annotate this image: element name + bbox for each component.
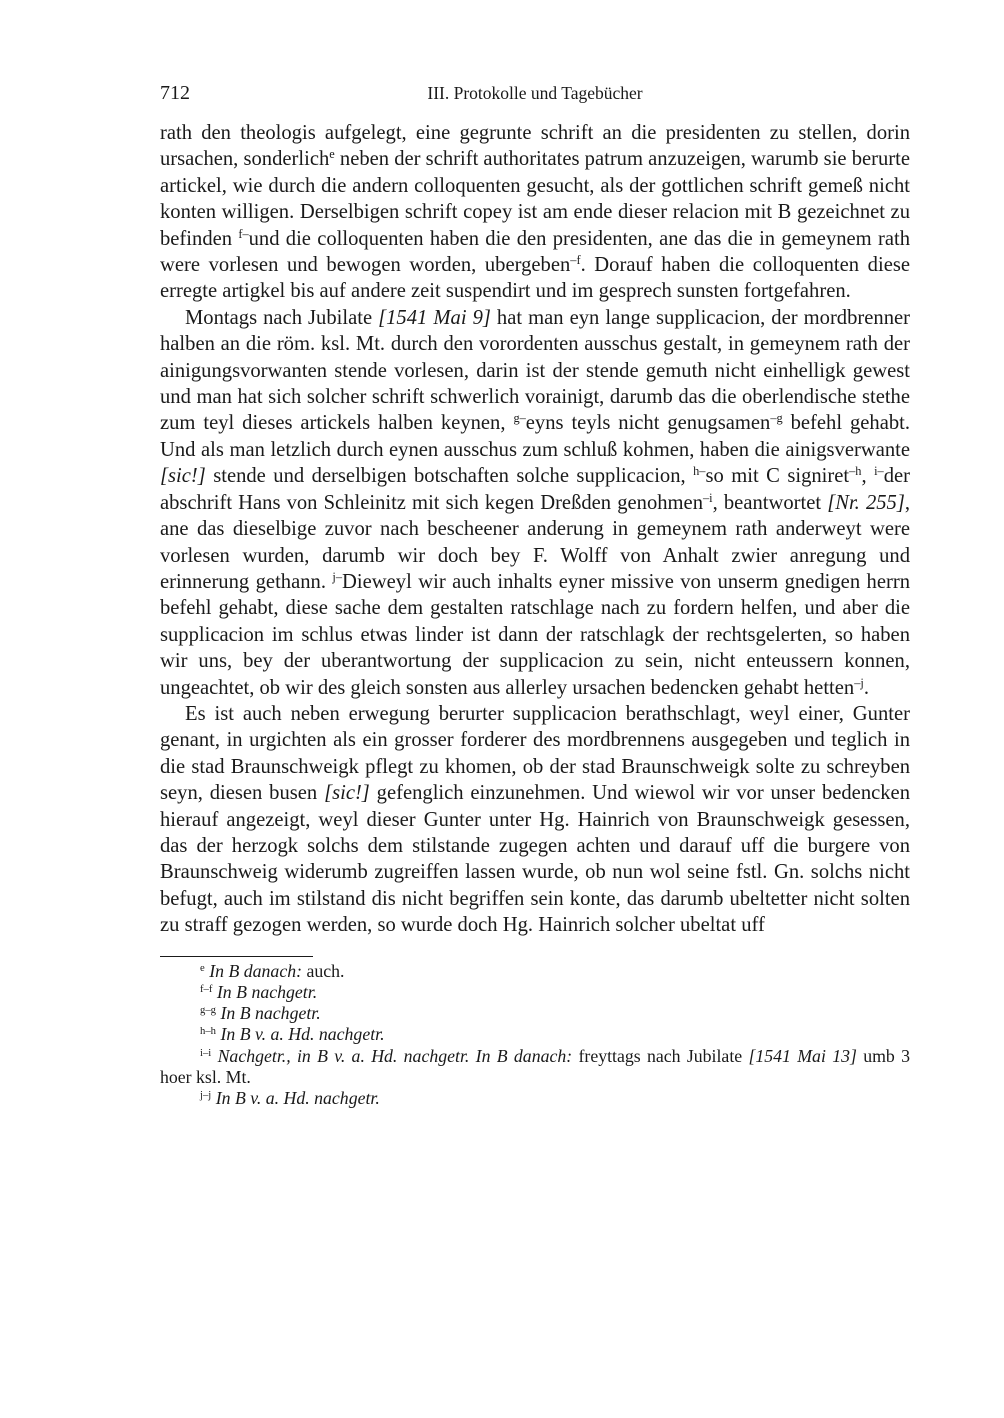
running-title: III. Protokolle und Tagebücher xyxy=(427,83,643,103)
editorial-date: [1541 Mai 9] xyxy=(378,306,491,329)
footnote-separator xyxy=(160,956,313,957)
footnote-j: $^{j-j}$ In B v. a. Hd. nachgetr. xyxy=(200,1088,380,1109)
main-text xyxy=(160,120,910,939)
footnote-marker-f-close: –f xyxy=(570,253,581,268)
page-number: 712 xyxy=(160,82,190,104)
footnote-marker-f-open: f– xyxy=(238,226,249,241)
footnote-marker-j-open: j– xyxy=(332,570,343,585)
footnote-marker-h-open: h– xyxy=(693,464,706,479)
footnote-marker-h-close: –h xyxy=(849,464,862,479)
footnote-f: $^{f-f}$ In B nachgetr. xyxy=(200,981,318,1002)
footnote-marker-g-open: g– xyxy=(513,411,526,426)
footnote-marker-j-close: –j xyxy=(854,675,864,690)
paragraph-1: rath den theologis aufgelegt, eine gegrunte schrift an die presidenten zu stellen, dorin ursachen, sonderlich$^e$ neben der schrift authoritates patrum anzuzeigen, warumb sie berurte artickel, wie durch die andern colloquenten gesucht, als der gottlichen schrift gemeß nicht konten willigen. Derselbigen schrift copey ist am ende dieser relacion mit B gezeichnet zu befinden $^{f-}$und die colloquenten haben die den presidenten, ane das die in gemeynem rath were vorlesen und bewogen worden, ubergeben$^{-f}$. Dorauf haben die colloquenten diese erregte artigkel bis auf andere zeit suspendirt und im gesprech sunsten fortgefahren. xyxy=(160,122,911,303)
footnote-h: $^{h-h}$ In B v. a. Hd. nachgetr. xyxy=(200,1024,385,1045)
footnote-i: $^{i-i}$ Nachgetr., in B v. a. Hd. nachgetr. In B danach: freyttags nach Jubilate [1541 Mai 13] umb 3 hoer ksl. Mt. xyxy=(160,1045,910,1088)
paragraph-2: Montags nach Jubilate [1541 Mai 9] hat man eyn lange supplicacion, der mordbrenner halben an die röm. ksl. Mt. durch den vorordenten ausschus gestalt, in gemeynem rath der ainigungsvorwanten stende vorlesen, darin ist der stende gemuth nicht einhelligk gewest und man hat sich solcher schrift schwerlich vorainigt, darumb das die oberlendische stethe zum teyl dieses artickels halben keynen, $^{g-}$eyns teyls nicht genugsamen$^{-g}$ befehl gehabt. Und als man letzlich durch eynen ausschus zum schluß kohmen, haben die ainigsverwante [sic!] stende und derselbigen botschaften solche supplicacion, $^{h-}$so mit C signiret$^{-h}$, $^{i-}$der abschrift Hans von Schleinitz mit sich kegen Dreßden genohmen$^{-i}$, beantwortet [Nr. 255], ane das dieselbige zuvor nach bescheener anderung in gemeynem rath anderweyt were vorlesen wurden, darumb wir doch bey F. Wolff von Anhalt zwier anregung und erinnerung gethann. $^{j-}$Dieweyl wir auch inhalts eyner missive von unserm gnedigen herrn befehl gehabt, diese sache dem gestalten ratschlage nach zu fordern helfen, und aber die supplicacion im schlus etwas linder ist dann der ratschlagk der rechtsgelerten, so haben wir uns, bey der uberantwortung der supplicacion zu sein, nicht enteussern konnen, ungeachtet, ob wir des gleich sonsten aus allerley ursachen bedencken gehabt hetten$^{-j}$. xyxy=(160,306,911,699)
paragraph-3: Es ist auch neben erwegung berurter supplicacion berathschlagt, weyl einer, Gunter genant, in urgichten als ein grosser forderer des mordbrennens ausgegeben und teglich in die stad Braunschweigk pflegt zu khomen, ob der stad Braunschweigk solte zu schreyben seyn, diesen busen [sic!] gefenglich einzunehmen. Und wiewol wir vor unser bedencken hierauf angezeigt, weyl dieser Gunter unter Hg. Hainrich von Braunschweigk gesessen, das der herzogk solchs dem stilstande zugegen achten und darauf uff die burgere von Braunschweig widerumb zugreiffen lassen wurde, ob nun wol seine fstl. Gn. solchs nicht befugt, auch im stilstand dis nicht begriffen sein konte, das darumb ubeltetter nicht solten zu straff gezogen werden, so wurde doch Hg. Hainrich solcher ubeltat uff xyxy=(160,702,910,937)
editorial-sic: [sic!] xyxy=(324,782,370,805)
footnote-marker-i-open: i– xyxy=(874,464,884,479)
editorial-reference: [Nr. 255] xyxy=(827,491,905,514)
footnote-marker-g-close: –g xyxy=(770,411,783,426)
footnotes xyxy=(160,961,910,1110)
footnote-e: $^e$ In B danach: auch. xyxy=(200,960,345,981)
footnote-marker-e: e xyxy=(329,147,335,162)
footnote-g: $^{g-g}$ In B nachgetr. xyxy=(200,1003,321,1024)
editorial-sic: [sic!] xyxy=(160,465,206,488)
running-head xyxy=(160,78,910,108)
footnote-marker-i-close: –i xyxy=(703,490,713,505)
page xyxy=(160,78,910,1110)
